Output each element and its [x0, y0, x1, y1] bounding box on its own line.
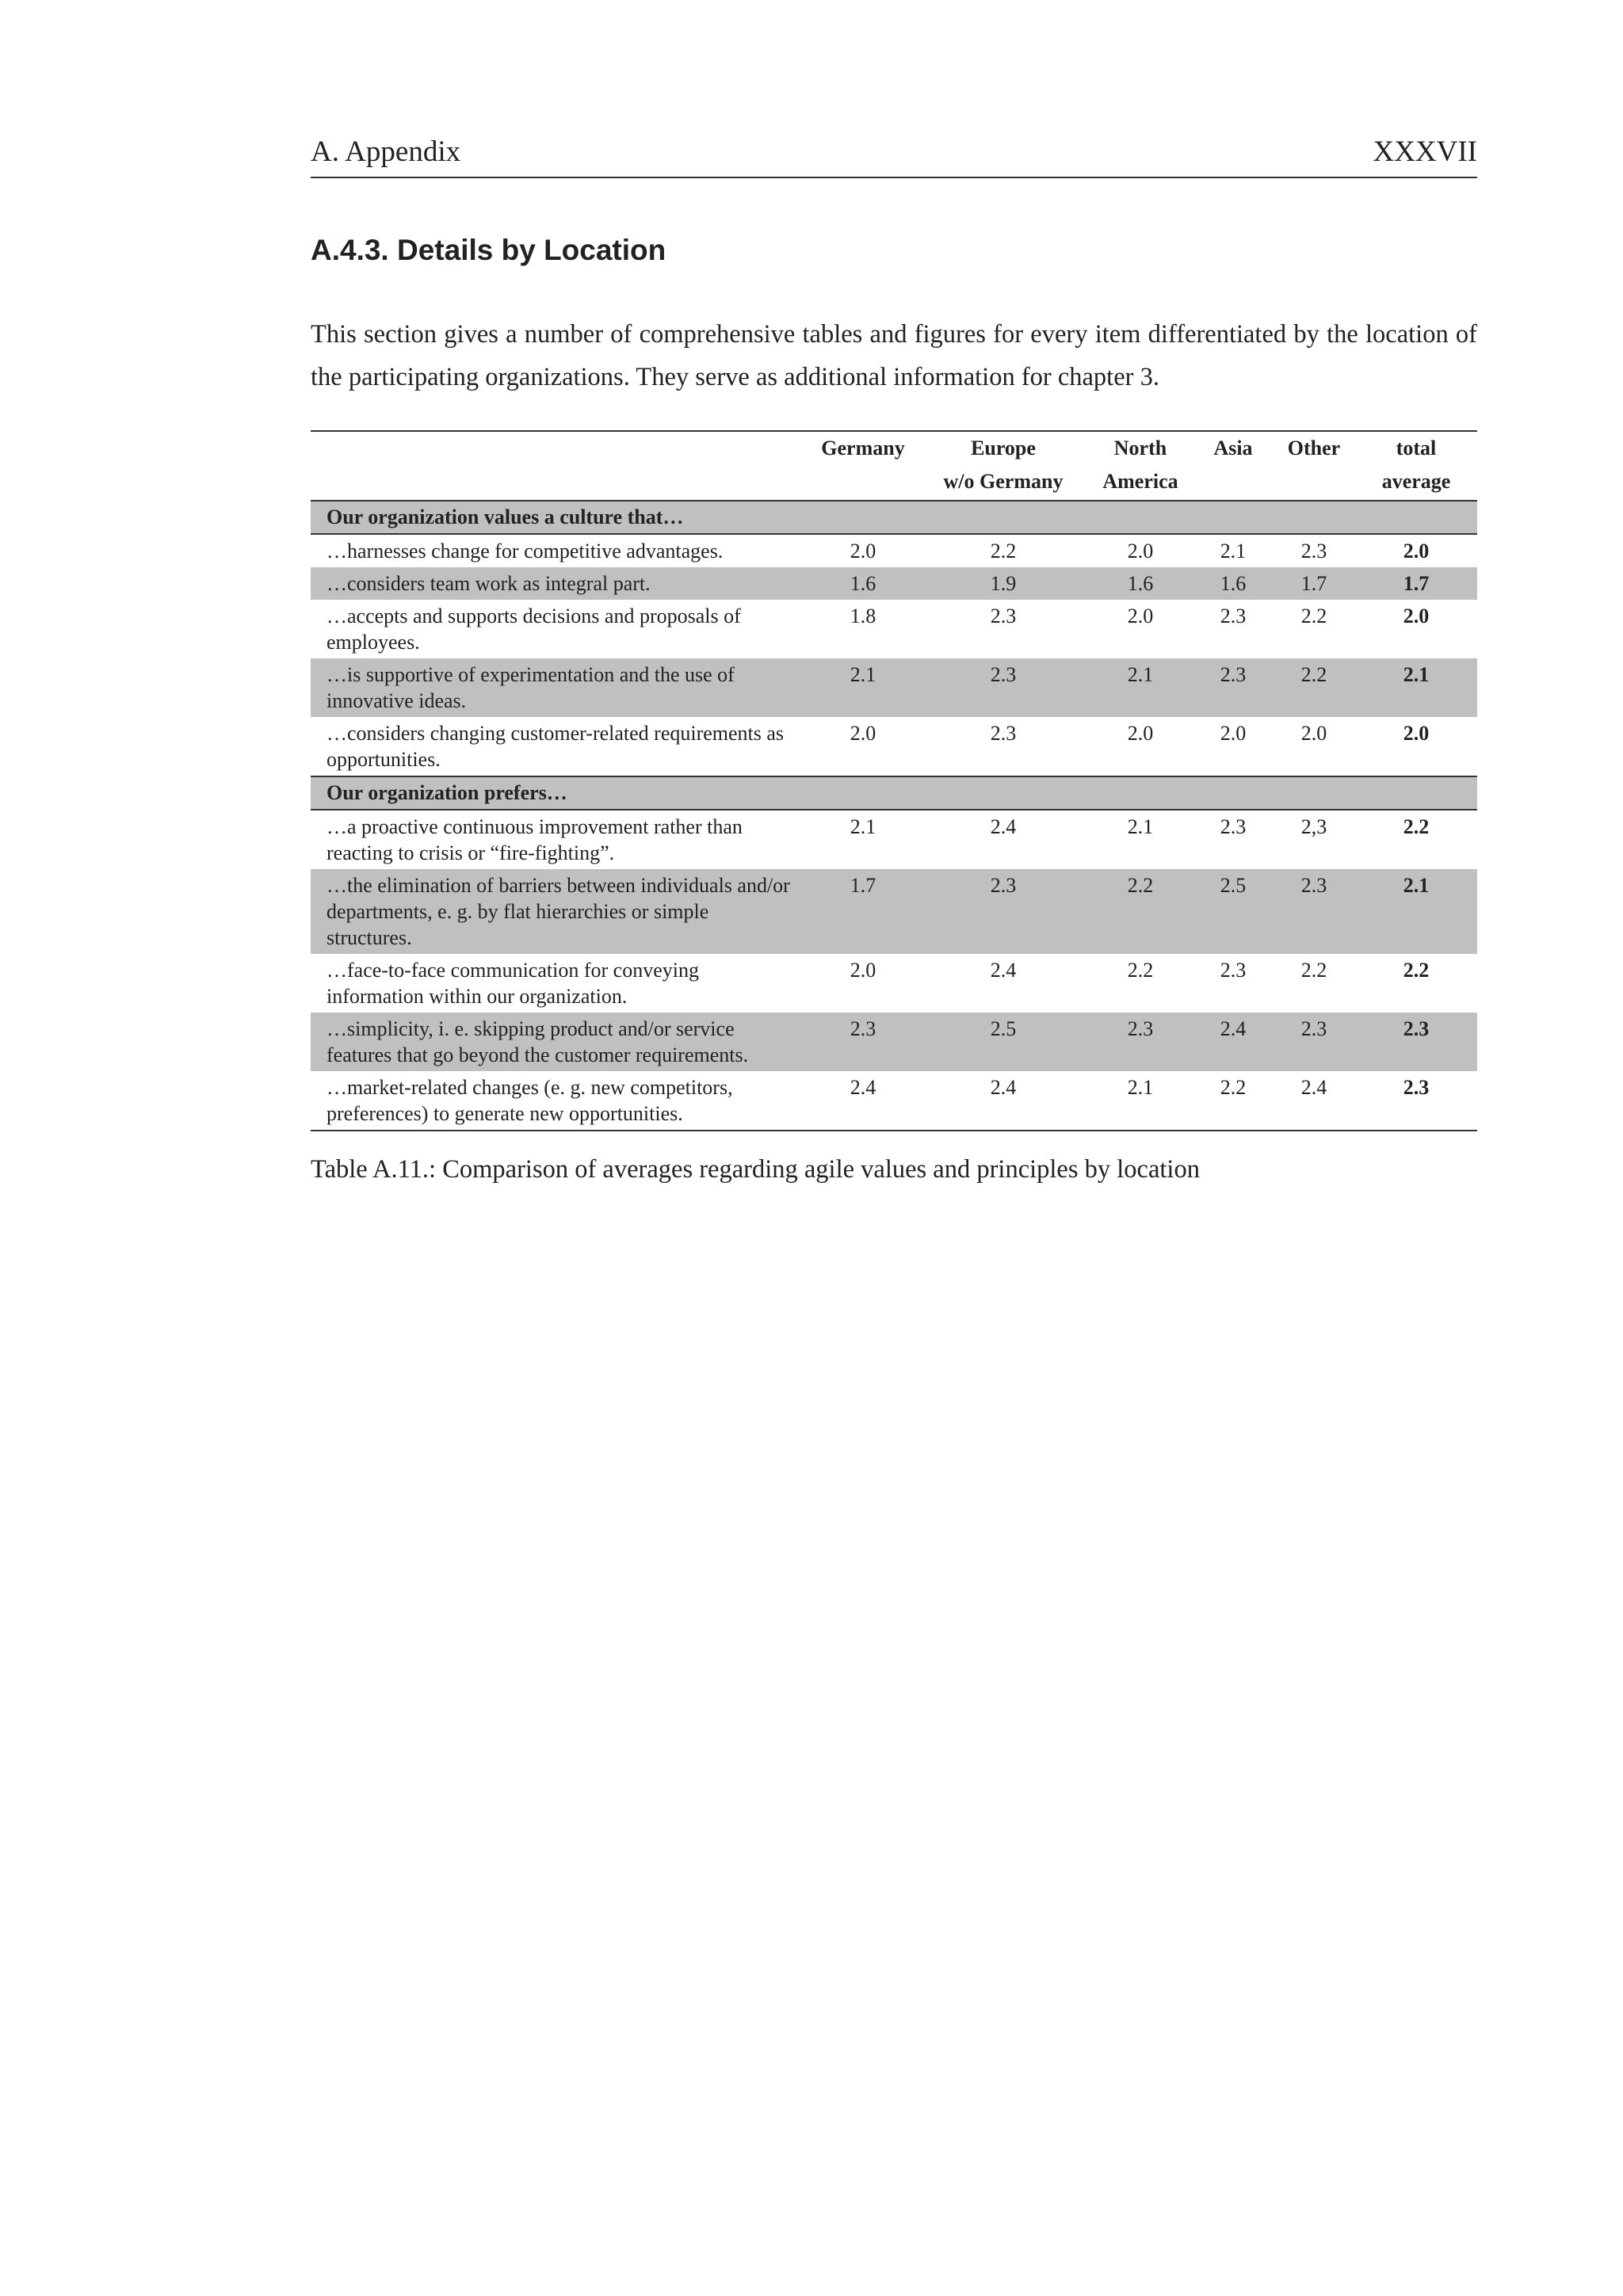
table-row	[311, 534, 1477, 567]
cell-value: 2.0	[850, 959, 876, 982]
cell-value: 1.6	[807, 567, 919, 600]
table-row	[311, 869, 1477, 954]
cell-total-average: 2.0	[1403, 540, 1430, 563]
col-europe-l2: w/o Germany	[943, 470, 1064, 493]
cell-value: 2.3	[990, 605, 1017, 627]
row-label: …considers changing customer-related requirements as opportunities.	[327, 722, 785, 771]
table-group-header	[311, 776, 1477, 810]
cell-value: 2.3	[1220, 959, 1247, 982]
cell-value: 2.4	[1193, 1013, 1273, 1071]
cell-value: 2.4	[1300, 1076, 1327, 1099]
cell-value: 2.0	[1220, 722, 1247, 745]
section-heading: A.4.3. Details by Location	[311, 234, 666, 266]
col-other-l1: Other	[1287, 437, 1341, 460]
table-row	[311, 658, 1477, 717]
row-label: …harnesses change for competitive advantages.	[327, 540, 724, 563]
cell-value: 2,3	[1300, 815, 1327, 838]
header-blank	[311, 431, 807, 465]
cell-value: 2.0	[1127, 605, 1154, 627]
cell-value: 2.2	[1273, 658, 1355, 717]
cell-value: 2.1	[1127, 815, 1154, 838]
cell-value: 2.3	[919, 658, 1087, 717]
cell-value: 2.0	[1127, 540, 1154, 563]
header-blank	[311, 465, 807, 501]
group-title: Our organization values a culture that…	[311, 501, 1477, 534]
cell-value: 2.2	[1300, 959, 1327, 982]
row-label: …considers team work as integral part.	[311, 567, 807, 600]
cell-value: 2.2	[1087, 869, 1193, 954]
cell-value: 2.3	[1273, 869, 1355, 954]
cell-value: 2.4	[990, 959, 1017, 982]
col-germany-l1: Germany	[821, 437, 905, 460]
table-row	[311, 954, 1477, 1013]
col-total-l2: average	[1381, 470, 1451, 493]
cell-value: 2.4	[990, 815, 1017, 838]
table-header	[311, 431, 1477, 501]
table-row	[311, 717, 1477, 776]
col-north-america-l1: North	[1113, 437, 1167, 460]
cell-value: 2.3	[1193, 658, 1273, 717]
table-row	[311, 1013, 1477, 1071]
col-europe-l1: Europe	[971, 437, 1036, 460]
table-row	[311, 1071, 1477, 1131]
cell-value: 2.0	[850, 540, 876, 563]
col-total-l1: total	[1396, 437, 1437, 460]
cell-value: 2.0	[1300, 722, 1327, 745]
cell-value: 2.5	[1193, 869, 1273, 954]
table-row	[311, 567, 1477, 600]
cell-value: 2.3	[1087, 1013, 1193, 1071]
col-asia-l2	[1193, 465, 1273, 501]
cell-value: 2.3	[1300, 540, 1327, 563]
cell-value: 2.2	[1220, 1076, 1247, 1099]
row-label: …face-to-face communication for conveying information within our organization.	[327, 959, 699, 1008]
cell-value: 2.3	[807, 1013, 919, 1071]
cell-total-average: 2.1	[1355, 658, 1477, 717]
cell-value: 1.6	[1193, 567, 1273, 600]
table-row	[311, 600, 1477, 658]
col-other-l2	[1273, 465, 1355, 501]
cell-value: 1.7	[807, 869, 919, 954]
comparison-table	[311, 430, 1477, 1131]
row-label: …market-related changes (e. g. new competitors, preferences) to generate new opportunities.	[327, 1076, 733, 1125]
cell-value: 2.1	[1087, 658, 1193, 717]
cell-value: 2.3	[919, 869, 1087, 954]
cell-value: 2.2	[1127, 959, 1154, 982]
cell-value: 2.0	[850, 722, 876, 745]
cell-value: 2.5	[919, 1013, 1087, 1071]
running-header	[311, 135, 1477, 178]
cell-total-average: 2.0	[1403, 605, 1430, 627]
row-label: …simplicity, i. e. skipping product and/or service features that go beyond the customer requirements.	[311, 1013, 807, 1071]
cell-value: 1.9	[919, 567, 1087, 600]
col-north-america-l2: America	[1102, 470, 1178, 493]
table-group-header	[311, 501, 1477, 534]
cell-total-average: 2.1	[1355, 869, 1477, 954]
cell-total-average: 2.3	[1403, 1076, 1430, 1099]
cell-total-average: 2.3	[1355, 1013, 1477, 1071]
cell-value: 2.1	[1127, 1076, 1154, 1099]
cell-value: 2.1	[807, 658, 919, 717]
row-label: …accepts and supports decisions and proposals of employees.	[327, 605, 741, 654]
cell-value: 2.3	[1220, 605, 1247, 627]
cell-total-average: 2.2	[1403, 815, 1430, 838]
cell-value: 2.3	[1273, 1013, 1355, 1071]
cell-value: 2.4	[990, 1076, 1017, 1099]
cell-total-average: 2.2	[1403, 959, 1430, 982]
cell-total-average: 2.0	[1403, 722, 1430, 745]
cell-value: 1.6	[1087, 567, 1193, 600]
table-caption: Table A.11.: Comparison of averages regarding agile values and principles by location	[311, 1155, 1200, 1184]
table-row	[311, 810, 1477, 869]
cell-value: 1.7	[1273, 567, 1355, 600]
chapter-title: A. Appendix	[311, 135, 461, 168]
row-label: …the elimination of barriers between individuals and/or departments, e. g. by flat hierarchies or simple structures.	[311, 869, 807, 954]
cell-value: 2.3	[990, 722, 1017, 745]
page-number: XXXVII	[1373, 135, 1477, 168]
row-label: …is supportive of experimentation and the use of innovative ideas.	[311, 658, 807, 717]
cell-total-average: 1.7	[1355, 567, 1477, 600]
group-title: Our organization prefers…	[311, 776, 1477, 810]
cell-value: 2.0	[1127, 722, 1154, 745]
cell-value: 2.2	[1300, 605, 1327, 627]
document-page	[311, 135, 1477, 1184]
cell-value: 2.4	[850, 1076, 876, 1099]
cell-value: 2.1	[850, 815, 876, 838]
cell-value: 1.8	[850, 605, 876, 627]
cell-value: 2.2	[990, 540, 1017, 563]
cell-value: 2.3	[1220, 815, 1247, 838]
intro-paragraph: This section gives a number of comprehensive tables and figures for every item differentiated by the location of the participating organizations. They serve as additional information for chapter 3.	[311, 320, 1477, 391]
col-germany-l2	[807, 465, 919, 501]
row-label: …a proactive continuous improvement rather than reacting to crisis or “fire-fighting”.	[327, 815, 743, 864]
table-body	[311, 501, 1477, 1131]
cell-value: 2.1	[1220, 540, 1247, 563]
col-asia-l1: Asia	[1213, 437, 1253, 460]
